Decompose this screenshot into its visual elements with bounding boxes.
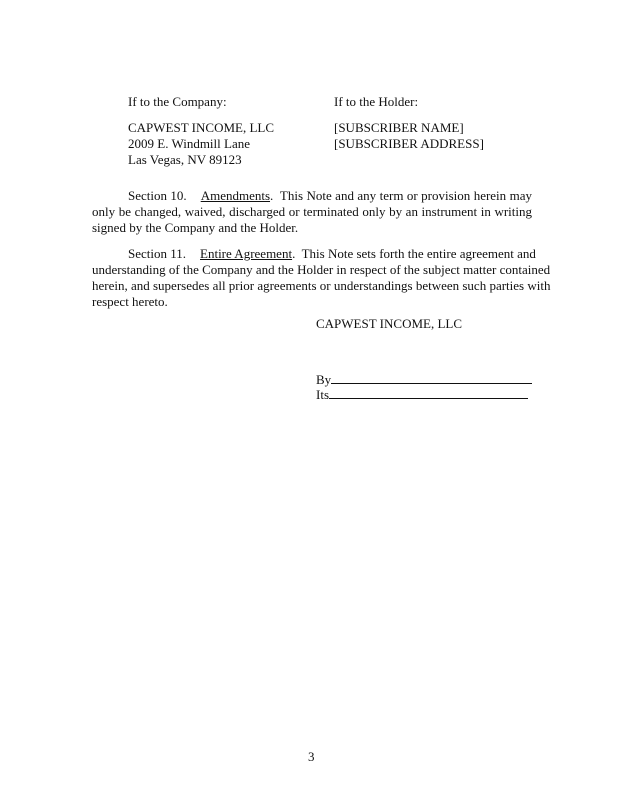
- company-name: CAPWEST INCOME, LLC: [128, 120, 275, 135]
- section-11-line-4: respect hereto.: [92, 294, 168, 309]
- section-11-line-1: Section 11. Entire Agreement. This Note sets forth the entire agreement and: [128, 246, 536, 261]
- holder-address: [SUBSCRIBER ADDRESS]: [334, 136, 484, 151]
- section-10-text-1: This Note and any term or provision herein may: [279, 188, 532, 203]
- signature-its-label: Its: [316, 387, 329, 402]
- signature-company-name: CAPWEST INCOME, LLC: [316, 316, 463, 331]
- section-11-entire-agreement: [92, 246, 551, 310]
- holder-name: [SUBSCRIBER NAME]: [334, 120, 464, 135]
- holder-notice-heading: If to the Holder:: [334, 94, 419, 109]
- section-11-line-3: herein, and supersedes all prior agreements or understandings between such parties with: [92, 278, 551, 293]
- company-notice-heading: If to the Company:: [128, 94, 227, 109]
- company-address-line2: Las Vegas, NV 89123: [128, 152, 242, 167]
- signature-by-label: By: [316, 372, 332, 387]
- page-number: 3: [308, 749, 315, 764]
- section-11-line-2: understanding of the Company and the Holder in respect of the subject matter contained: [92, 262, 551, 277]
- section-11-text-1: This Note sets forth the entire agreement and: [301, 246, 536, 261]
- signature-by-line: [331, 371, 532, 384]
- section-10-number: Section 10.: [128, 188, 187, 203]
- section-10-line-2: only be changed, waived, discharged or terminated only by an instrument in writing: [92, 204, 532, 219]
- section-11-title: Entire Agreement: [200, 246, 293, 261]
- signature-its-row: [316, 386, 528, 403]
- section-10-line-3: signed by the Company and the Holder.: [92, 220, 299, 235]
- section-10-line-1: Section 10. Amendments. This Note and any term or provision herein may: [128, 188, 532, 203]
- section-11-number: Section 11.: [128, 246, 187, 261]
- section-10-amendments: [92, 188, 532, 236]
- section-10-title: Amendments: [200, 188, 271, 203]
- company-address-line1: 2009 E. Windmill Lane: [128, 136, 250, 151]
- signature-its-line: [329, 386, 528, 399]
